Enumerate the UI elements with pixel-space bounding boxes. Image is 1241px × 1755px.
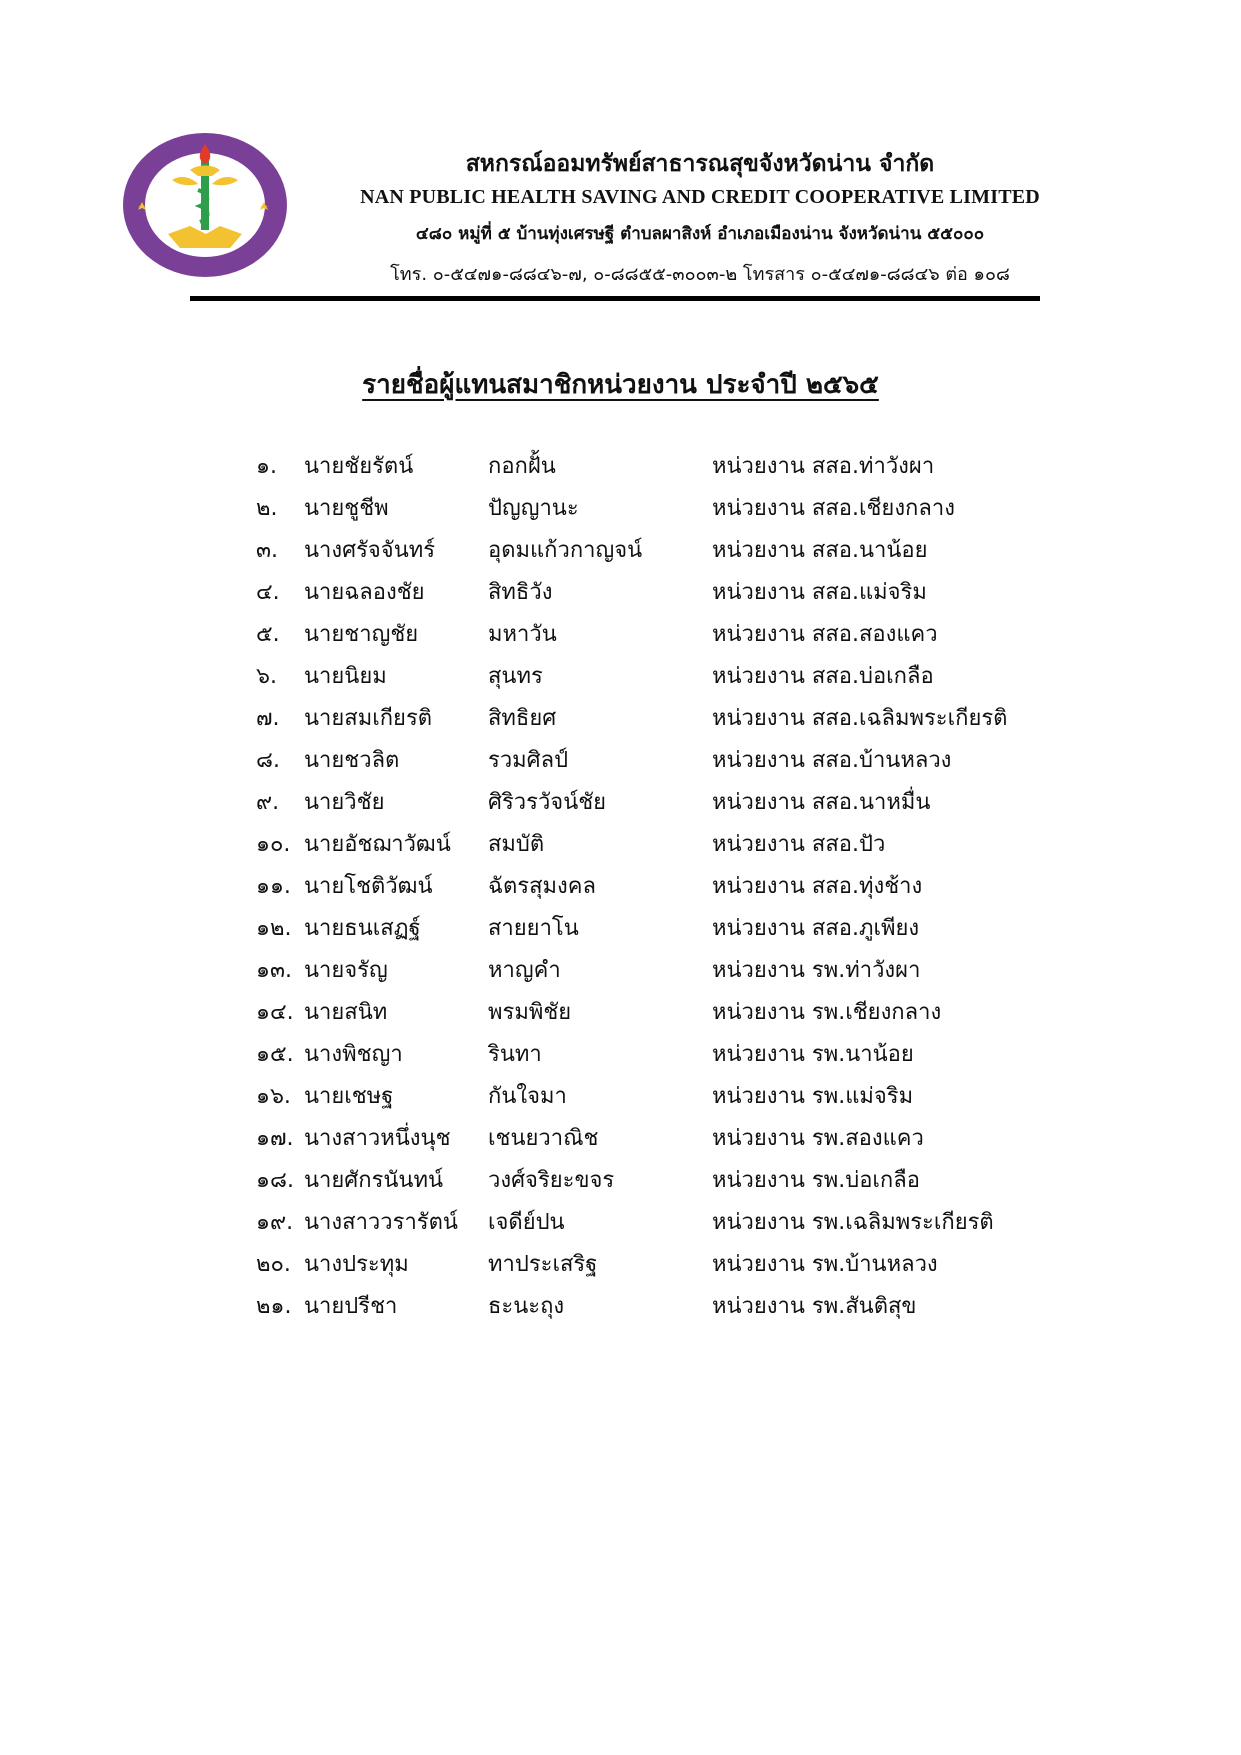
member-number: ๘. (256, 748, 280, 773)
member-last-name: ธะนะถุง (488, 1294, 565, 1319)
member-number: ๕. (256, 622, 280, 647)
member-last-name: ศิริวรวัจน์ชัย (488, 790, 607, 815)
member-unit: หน่วยงาน สสอ.บ้านหลวง (712, 748, 952, 773)
member-unit: หน่วยงาน สสอ.นาหมื่น (712, 790, 931, 815)
member-first-name: นายนิยม (304, 664, 387, 689)
logo-emblem-icon (120, 130, 290, 280)
member-unit: หน่วยงาน รพ.สันติสุข (712, 1294, 917, 1319)
member-first-name: นายจรัญ (304, 958, 388, 983)
member-last-name: สุนทร (488, 664, 543, 689)
member-unit: หน่วยงาน รพ.เฉลิมพระเกียรติ (712, 1210, 994, 1235)
member-last-name: เชนยวาณิช (488, 1126, 599, 1151)
member-row (0, 1202, 1241, 1244)
member-row (0, 572, 1241, 614)
member-number: ๑๖. (256, 1084, 291, 1109)
member-last-name: กันใจมา (488, 1084, 567, 1109)
member-number: ๑๓. (256, 958, 292, 983)
member-first-name: นายปรีชา (304, 1294, 398, 1319)
member-row (0, 992, 1241, 1034)
page-title (0, 364, 1241, 405)
member-last-name: กอกฝั้น (488, 454, 556, 479)
member-row (0, 1076, 1241, 1118)
member-row (0, 1118, 1241, 1160)
member-first-name: นายสมเกียรติ (304, 706, 433, 731)
member-row (0, 782, 1241, 824)
member-row (0, 1286, 1241, 1328)
member-first-name: นายธนเสฏฐ์ (304, 916, 421, 941)
member-number: ๑๒. (256, 916, 292, 941)
member-number: ๑๘. (256, 1168, 294, 1193)
member-first-name: นายวิชัย (304, 790, 385, 815)
member-last-name: สิทธิวัง (488, 580, 553, 605)
member-row (0, 1160, 1241, 1202)
member-last-name: อุดมแก้วกาญจน์ (488, 538, 643, 563)
member-row (0, 1244, 1241, 1286)
member-first-name: นายฉลองชัย (304, 580, 425, 605)
member-last-name: มหาวัน (488, 622, 557, 647)
member-last-name: สายยาโน (488, 916, 579, 941)
member-row (0, 824, 1241, 866)
header-divider (190, 296, 1040, 301)
member-unit: หน่วยงาน สสอ.เฉลิมพระเกียรติ (712, 706, 1008, 731)
member-last-name: วงศ์จริยะขจร (488, 1168, 615, 1193)
member-unit: หน่วยงาน รพ.เชียงกลาง (712, 1000, 942, 1025)
member-number: ๖. (256, 664, 277, 689)
member-number: ๒๑. (256, 1294, 292, 1319)
member-last-name: หาญคำ (488, 958, 561, 983)
member-unit: หน่วยงาน สสอ.แม่จริม (712, 580, 927, 605)
member-number: ๗. (256, 706, 280, 731)
member-unit: หน่วยงาน สสอ.ทุ่งช้าง (712, 874, 923, 899)
cooperative-logo (120, 130, 290, 280)
member-unit: หน่วยงาน สสอ.ภูเพียง (712, 916, 920, 941)
member-number: ๒๐. (256, 1252, 291, 1277)
member-unit: หน่วยงาน รพ.สองแคว (712, 1126, 924, 1151)
member-first-name: นายชูชีพ (304, 496, 389, 521)
member-first-name: นายเชษฐ (304, 1084, 394, 1109)
member-number: ๑๗. (256, 1126, 294, 1151)
org-name-thai: สหกรณ์ออมทรัพย์สาธารณสุขจังหวัดน่าน จำกัด (465, 150, 935, 177)
member-last-name: รินทา (488, 1042, 542, 1067)
member-number: ๑๙. (256, 1210, 294, 1235)
member-unit: หน่วยงาน รพ.นาน้อย (712, 1042, 914, 1067)
org-name-english: NAN PUBLIC HEALTH SAVING AND CREDIT COOPERATIVE LIMITED (360, 186, 1040, 208)
member-first-name: นายชัยรัตน์ (304, 454, 414, 479)
member-number: ๔. (256, 580, 280, 605)
member-row (0, 740, 1241, 782)
member-number: ๑๔. (256, 1000, 294, 1025)
member-last-name: ทาประเสริฐ (488, 1252, 598, 1277)
member-first-name: นายอัชฌาวัฒน์ (304, 832, 451, 857)
member-row (0, 908, 1241, 950)
member-first-name: นางสาวหนึ่งนุช (304, 1126, 451, 1151)
member-last-name: เจดีย์ปน (488, 1210, 565, 1235)
member-unit: หน่วยงาน สสอ.ปัว (712, 832, 886, 857)
member-unit: หน่วยงาน รพ.บ้านหลวง (712, 1252, 938, 1277)
member-row (0, 698, 1241, 740)
org-address: ๔๘๐ หมู่ที่ ๕ บ้านทุ่งเศรษฐี ตำบลผาสิงห์ อำเภอเมืองน่าน จังหวัดน่าน ๕๕๐๐๐ (415, 224, 985, 244)
member-unit: หน่วยงาน สสอ.เชียงกลาง (712, 496, 955, 521)
member-unit: หน่วยงาน สสอ.นาน้อย (712, 538, 928, 563)
member-number: ๙. (256, 790, 280, 815)
member-first-name: นางพิชญา (304, 1042, 403, 1067)
member-unit: หน่วยงาน รพ.บ่อเกลือ (712, 1168, 920, 1193)
page-title-text: รายชื่อผู้แทนสมาชิกหน่วยงาน ประจำปี ๒๕๖๕ (362, 370, 879, 400)
member-row (0, 1034, 1241, 1076)
member-first-name: นายสนิท (304, 1000, 388, 1025)
member-last-name: ปัญญานะ (488, 496, 579, 521)
member-row (0, 614, 1241, 656)
member-row (0, 446, 1241, 488)
member-row (0, 950, 1241, 992)
member-last-name: พรมพิชัย (488, 1000, 572, 1025)
member-number: ๑๐. (256, 832, 291, 857)
member-row (0, 866, 1241, 908)
member-row (0, 656, 1241, 698)
member-row (0, 530, 1241, 572)
member-first-name: นายโชติวัฒน์ (304, 874, 433, 899)
member-first-name: นางศรัจจันทร์ (304, 538, 436, 563)
member-unit: หน่วยงาน สสอ.บ่อเกลือ (712, 664, 934, 689)
member-number: ๑๑. (256, 874, 291, 899)
member-first-name: นางสาววรารัตน์ (304, 1210, 458, 1235)
member-last-name: สิทธิยศ (488, 706, 557, 731)
org-phone: โทร. ๐-๕๔๗๑-๘๘๔๖-๗, ๐-๘๘๕๕-๓๐๐๓-๒ โทรสาร ๐-๕๔๗๑-๘๘๔๖ ต่อ ๑๐๘ (390, 264, 1010, 285)
member-first-name: นายชวลิต (304, 748, 400, 773)
member-unit: หน่วยงาน สสอ.ท่าวังผา (712, 454, 935, 479)
member-first-name: นายศักรนันทน์ (304, 1168, 444, 1193)
member-first-name: นายชาญชัย (304, 622, 419, 647)
member-number: ๒. (256, 496, 278, 521)
member-last-name: ฉัตรสุมงคล (488, 874, 596, 899)
member-number: ๓. (256, 538, 279, 563)
member-last-name: สมบัติ (488, 832, 545, 857)
member-row (0, 488, 1241, 530)
member-number: ๑๕. (256, 1042, 294, 1067)
member-last-name: รวมศิลป์ (488, 748, 569, 773)
member-unit: หน่วยงาน รพ.แม่จริม (712, 1084, 914, 1109)
member-unit: หน่วยงาน สสอ.สองแคว (712, 622, 938, 647)
member-unit: หน่วยงาน รพ.ท่าวังผา (712, 958, 921, 983)
member-first-name: นางประทุม (304, 1252, 409, 1277)
member-number: ๑. (256, 454, 277, 479)
